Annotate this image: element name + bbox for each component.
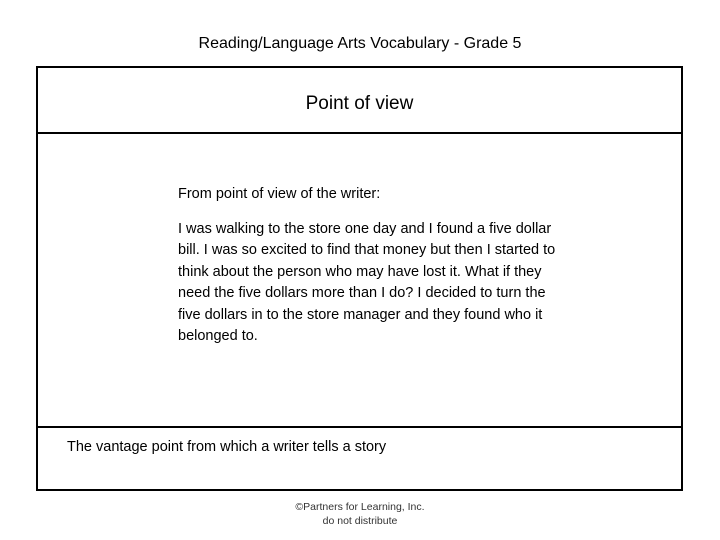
definition-text: The vantage point from which a writer tells a story bbox=[67, 439, 387, 455]
page-header: Reading/Language Arts Vocabulary - Grade 5 bbox=[198, 35, 522, 52]
example-paragraph: I was walking to the store one day and I found a five dollar bill. I was so excited to find that money but then I started to think about the person who may have lost it. What if they need the five dollars more than I do? I decided to turn the five dollars in to the store manager and they found who it belonged to. bbox=[178, 220, 556, 344]
vocabulary-card bbox=[36, 66, 683, 491]
definition-divider bbox=[38, 426, 681, 428]
copyright-text: ©Partners for Learning, Inc. bbox=[295, 501, 425, 513]
footer bbox=[0, 500, 720, 528]
example-intro: From point of view of the writer: bbox=[178, 186, 381, 202]
term-title: Point of view bbox=[38, 68, 681, 134]
example-section bbox=[178, 184, 558, 348]
distribution-notice: do not distribute bbox=[322, 515, 398, 527]
